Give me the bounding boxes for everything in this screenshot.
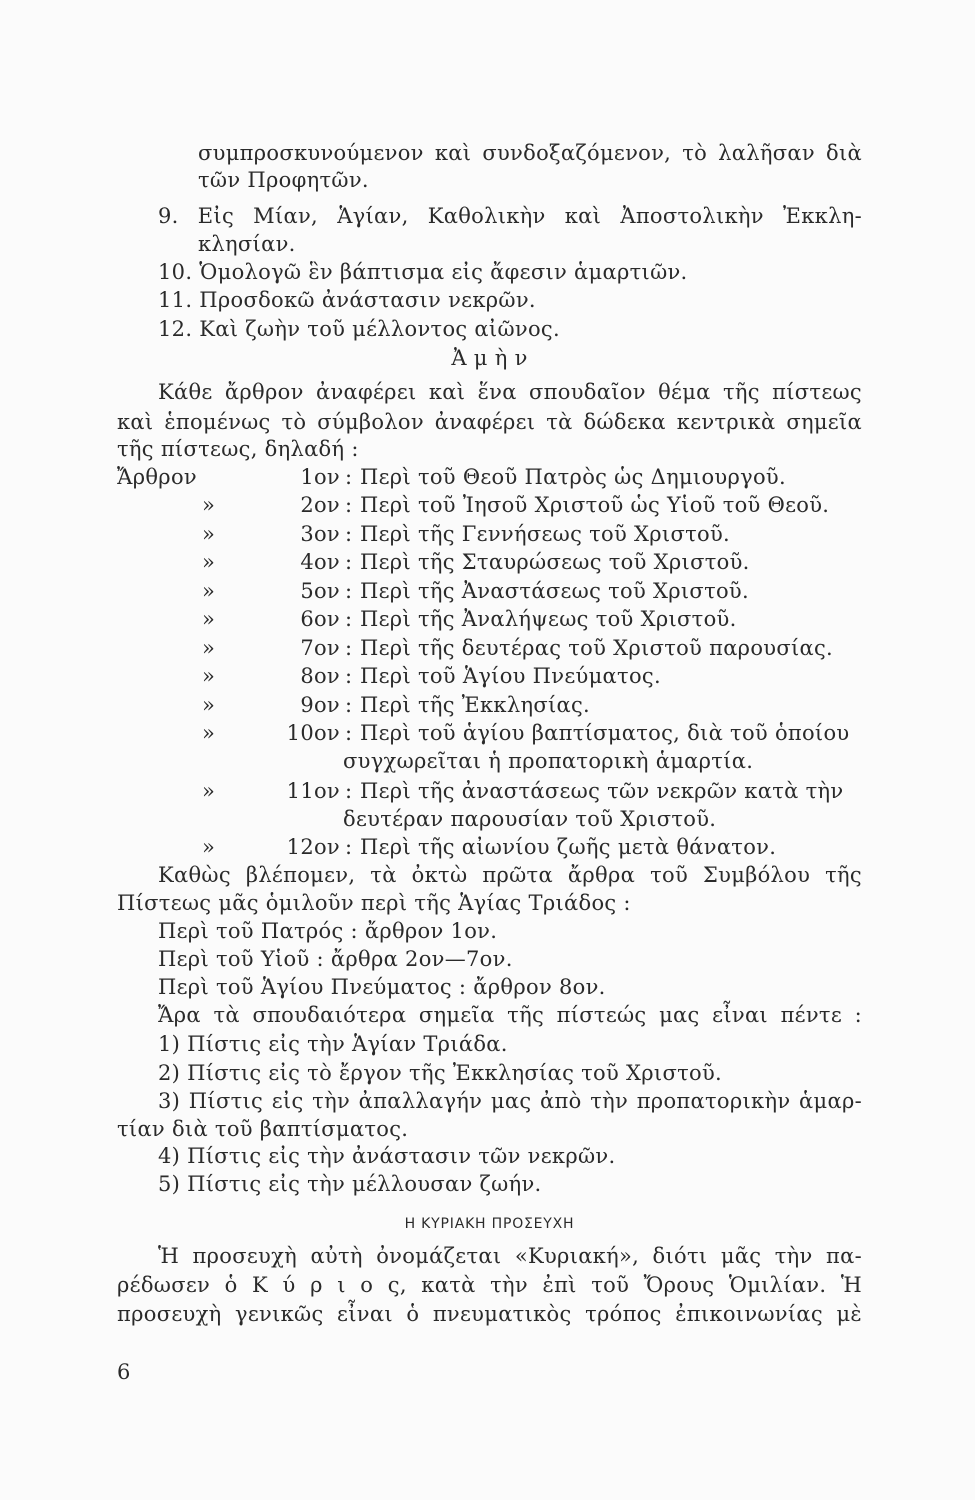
summary-list-item: 3) Πίστις εἰς τὴν ἀπαλλαγήν μας ἀπὸ τὴν προπατορικὴν ἁμαρ- — [158, 1089, 862, 1113]
summary-list-item: 1) Πίστις εἰς τὴν Ἁγίαν Τριάδα. — [158, 1032, 508, 1056]
article-number: 1ον — [300, 465, 340, 489]
ditto-mark: » — [202, 493, 216, 517]
article-number: 3ον — [300, 522, 340, 546]
creed-article-11: 11. Προσδοκῶ ἀνάστασιν νεκρῶν. — [158, 288, 536, 312]
article-continuation: συγχωρεῖται ἡ προπατορικὴ ἁμαρτία. — [343, 749, 754, 773]
ditto-mark: » — [202, 607, 216, 631]
amen-line: Ἀ μ ὴ ν — [451, 346, 528, 370]
article-number: 9ον — [300, 693, 340, 717]
article-number: 2ον — [300, 493, 340, 517]
article-text: Περὶ τῆς δευτέρας τοῦ Χριστοῦ παρουσίας. — [360, 636, 834, 660]
section-heading: Η ΚΥΡΙΑΚΗ ΠΡΟΣΕΥΧΗ — [404, 1216, 575, 1232]
ditto-mark: » — [202, 779, 216, 803]
ditto-mark: » — [202, 550, 216, 574]
article-number: 5ον — [300, 579, 340, 603]
ditto-mark: » — [202, 721, 216, 745]
summary-line: Περὶ τοῦ Πατρός : ἄρθρον 1ον. — [158, 919, 498, 943]
article-number: 11ον — [286, 779, 340, 803]
summary-line: Καθὼς βλέπομεν, τὰ ὀκτὼ πρῶτα ἄρθρα τοῦ Συμβόλου τῆς — [158, 863, 862, 887]
summary-list-item: 5) Πίστις εἰς τὴν μέλλουσαν ζωήν. — [158, 1172, 542, 1196]
summary-line: Πίστεως μᾶς ὁμιλοῦν περὶ τῆς Ἁγίας Τριάδος : — [117, 891, 631, 915]
ditto-mark: » — [202, 664, 216, 688]
creed-article-12: 12. Καὶ ζωὴν τοῦ μέλλοντος αἰῶνος. — [158, 317, 560, 341]
summary-list-item: 2) Πίστις εἰς τὸ ἔργον τῆς Ἐκκλησίας τοῦ Χριστοῦ. — [158, 1061, 722, 1085]
article-continuation: δευτέραν παρουσίαν τοῦ Χριστοῦ. — [343, 807, 717, 831]
article-text: Περὶ τῆς Ἀναλήψεως τοῦ Χριστοῦ. — [360, 607, 737, 631]
document-page: συμπροσκυνούμενον καὶ συνδοξαζόμενον, τὸ λαλῆσαν διὰ τῶν Προφητῶν. 9. Εἰς Μίαν, Ἁγίαν, Καθολικὴν καὶ Ἀποστολικὴν Ἐκκλη- κλησίαν. 10. Ὁμολογῶ ἓν βάπτισμα εἰς ἄφεσιν ἁμαρτιῶν. 11. Προσδοκῶ ἀνάστασιν νεκρῶν. 12. Καὶ ζωὴν τοῦ μέλλοντος αἰῶνος. Ἀ μ ὴ ν Κάθε ἄρθρον ἀναφέρει καὶ ἕνα σπουδαῖον θέμα τῆς πίστεως καὶ ἑπομένως τὸ σύμβολον ἀναφέρει τὰ δώδεκα κεντρικὰ σημεῖα τῆς πίστεως, δηλαδή : Ἄρθρον 1ον : Περὶ τοῦ Θεοῦ Πατρὸς ὡς Δημιουργοῦ. » 2ον : Περὶ τοῦ Ἰησοῦ Χριστοῦ ὡς Υἱοῦ τοῦ Θεοῦ. » 3ον : Περὶ τῆς Γεννήσεως τοῦ Χριστοῦ. » 4ον : Περὶ τῆς Σταυρώσεως τοῦ Χριστοῦ. » 5ον : Περὶ τῆς Ἀναστάσεως τοῦ Χριστοῦ. » 6ον : Περὶ τῆς Ἀναλήψεως τοῦ Χριστοῦ. » 7ον : Περὶ τῆς δευτέρας τοῦ Χριστοῦ παρουσίας. » 8ον : Περὶ τοῦ Ἁγίου Πνεύματος. » 9ον : Περὶ τῆς Ἐκκλησίας. » 10ον : Περὶ τοῦ ἁγίου βαπτίσματος, διὰ τοῦ ὁποίου συγχωρεῖται ἡ προπατορικὴ ἁμαρτία. » 11ον : Περὶ τῆς ἀναστάσεως τῶν νεκρῶν κατὰ τὴν δευτέραν παρουσίαν τοῦ Χριστοῦ. » 12ον : Περὶ τῆς αἰωνίου ζωῆς μετὰ θάνατον. Καθὼς βλέπομεν, τὰ ὀκτὼ πρῶτα ἄρθρα τοῦ Συμβόλου τῆς Πίστεως μᾶς ὁμιλοῦν περὶ τῆς Ἁγίας Τριάδος : Περὶ τοῦ Πατρός : ἄρθρον 1ον. Περὶ τοῦ Υἱοῦ : ἄρθρα 2ον—7ον. Περὶ τοῦ Ἁγίου Πνεύματος : ἄρθρον 8ον. Ἄρα τὰ σπουδαιότερα σημεῖα τῆς πίστεώς μας εἶναι πέντε : 1) Πίστις εἰς τὴν Ἁγίαν Τριάδα. 2) Πίστις εἰς τὸ ἔργον τῆς Ἐκκλησίας τοῦ Χριστοῦ. 3) Πίστις εἰς τὴν ἀπαλλαγήν μας ἀπὸ τὴν προπατορικὴν ἁμαρ- τίαν διὰ τοῦ βαπτίσματος. 4) Πίστις εἰς τὴν ἀνάστασιν τῶν νεκρῶν. 5) Πίστις εἰς τὴν μέλλουσαν ζωήν. Η ΚΥΡΙΑΚΗ ΠΡΟΣΕΥΧΗ Ἡ προσευχὴ αὐτὴ ὀνομάζεται «Κυριακή», διότι μᾶς τὴν πα- ρέδωσεν ὁ Κ ύ ρ ι ο ς, κατὰ τὴν ἐπὶ τοῦ Ὄρους Ὁμιλίαν. Ἡ προσευχὴ γενικῶς εἶναι ὁ πνευματικὸς τρόπος ἐπικοινωνίας μὲ 6 — [117, 141, 862, 1384]
article-prefix: Ἄρθρον — [117, 465, 197, 489]
ditto-mark: » — [202, 636, 216, 660]
article-number: 8ον — [300, 664, 340, 688]
summary-line: Περὶ τοῦ Ἁγίου Πνεύματος : ἄρθρον 8ον. — [158, 975, 606, 999]
paragraph-line: καὶ ἑπομένως τὸ σύμβολον ἀναφέρει τὰ δώδεκα κεντρικὰ σημεῖα — [117, 410, 862, 434]
paragraph-line: Κάθε ἄρθρον ἀναφέρει καὶ ἕνα σπουδαῖον θέμα τῆς πίστεως — [158, 380, 862, 404]
ditto-mark: » — [202, 693, 216, 717]
article-text: Περὶ τῆς Γεννήσεως τοῦ Χριστοῦ. — [360, 522, 730, 546]
paragraph-line: ρέδωσεν ὁ Κ ύ ρ ι ο ς, κατὰ τὴν ἐπὶ τοῦ Ὄρους Ὁμιλίαν. Ἡ — [117, 1273, 862, 1297]
paragraph-line: τῆς πίστεως, δηλαδή : — [117, 437, 359, 461]
summary-line: Ἄρα τὰ σπουδαιότερα σημεῖα τῆς πίστεώς μας εἶναι πέντε : — [158, 1003, 862, 1027]
article-text: Περὶ τοῦ Ἁγίου Πνεύματος. — [360, 664, 661, 688]
text-line: συμπροσκυνούμενον καὶ συνδοξαζόμενον, τὸ λαλῆσαν διὰ — [198, 141, 862, 165]
ditto-mark: » — [202, 522, 216, 546]
article-text: Περὶ τῆς Ἀναστάσεως τοῦ Χριστοῦ. — [360, 579, 749, 603]
creed-article-10: 10. Ὁμολογῶ ἓν βάπτισμα εἰς ἄφεσιν ἁμαρτιῶν. — [158, 260, 688, 284]
paragraph-line: προσευχὴ γενικῶς εἶναι ὁ πνευματικὸς τρόπος ἐπικοινωνίας μὲ — [117, 1302, 862, 1326]
article-text: Περὶ τῆς Ἐκκλησίας. — [360, 693, 591, 717]
paragraph-line: Ἡ προσευχὴ αὐτὴ ὀνομάζεται «Κυριακή», διότι μᾶς τὴν πα- — [158, 1244, 862, 1268]
article-number: 6ον — [300, 607, 340, 631]
ditto-mark: » — [202, 579, 216, 603]
text-line: τῶν Προφητῶν. — [198, 168, 369, 192]
article-number: 7ον — [300, 636, 340, 660]
ditto-mark: » — [202, 835, 216, 859]
article-text: Περὶ τοῦ Θεοῦ Πατρὸς ὡς Δημιουργοῦ. — [360, 465, 786, 489]
article-text: Περὶ τοῦ ἁγίου βαπτίσματος, διὰ τοῦ ὁποίου — [360, 721, 850, 745]
article-text: Περὶ τοῦ Ἰησοῦ Χριστοῦ ὡς Υἱοῦ τοῦ Θεοῦ. — [360, 493, 830, 517]
article-number: 4ον — [300, 550, 340, 574]
summary-list-item: 4) Πίστις εἰς τὴν ἀνάστασιν τῶν νεκρῶν. — [158, 1144, 616, 1168]
article-text: Περὶ τῆς ἀναστάσεως τῶν νεκρῶν κατὰ τὴν — [360, 779, 844, 803]
article-number: 10ον — [286, 721, 340, 745]
text-line: κλησίαν. — [198, 232, 296, 256]
summary-list-item: τίαν διὰ τοῦ βαπτίσματος. — [117, 1117, 409, 1141]
summary-line: Περὶ τοῦ Υἱοῦ : ἄρθρα 2ον—7ον. — [158, 947, 513, 971]
creed-article-9: 9. Εἰς Μίαν, Ἁγίαν, Καθολικὴν καὶ Ἀποστολικὴν Ἐκκλη- — [158, 204, 862, 228]
article-text: Περὶ τῆς αἰωνίου ζωῆς μετὰ θάνατον. — [360, 835, 777, 859]
article-number: 12ον — [286, 835, 340, 859]
page-number: 6 — [117, 1360, 131, 1384]
article-text: Περὶ τῆς Σταυρώσεως τοῦ Χριστοῦ. — [360, 550, 750, 574]
